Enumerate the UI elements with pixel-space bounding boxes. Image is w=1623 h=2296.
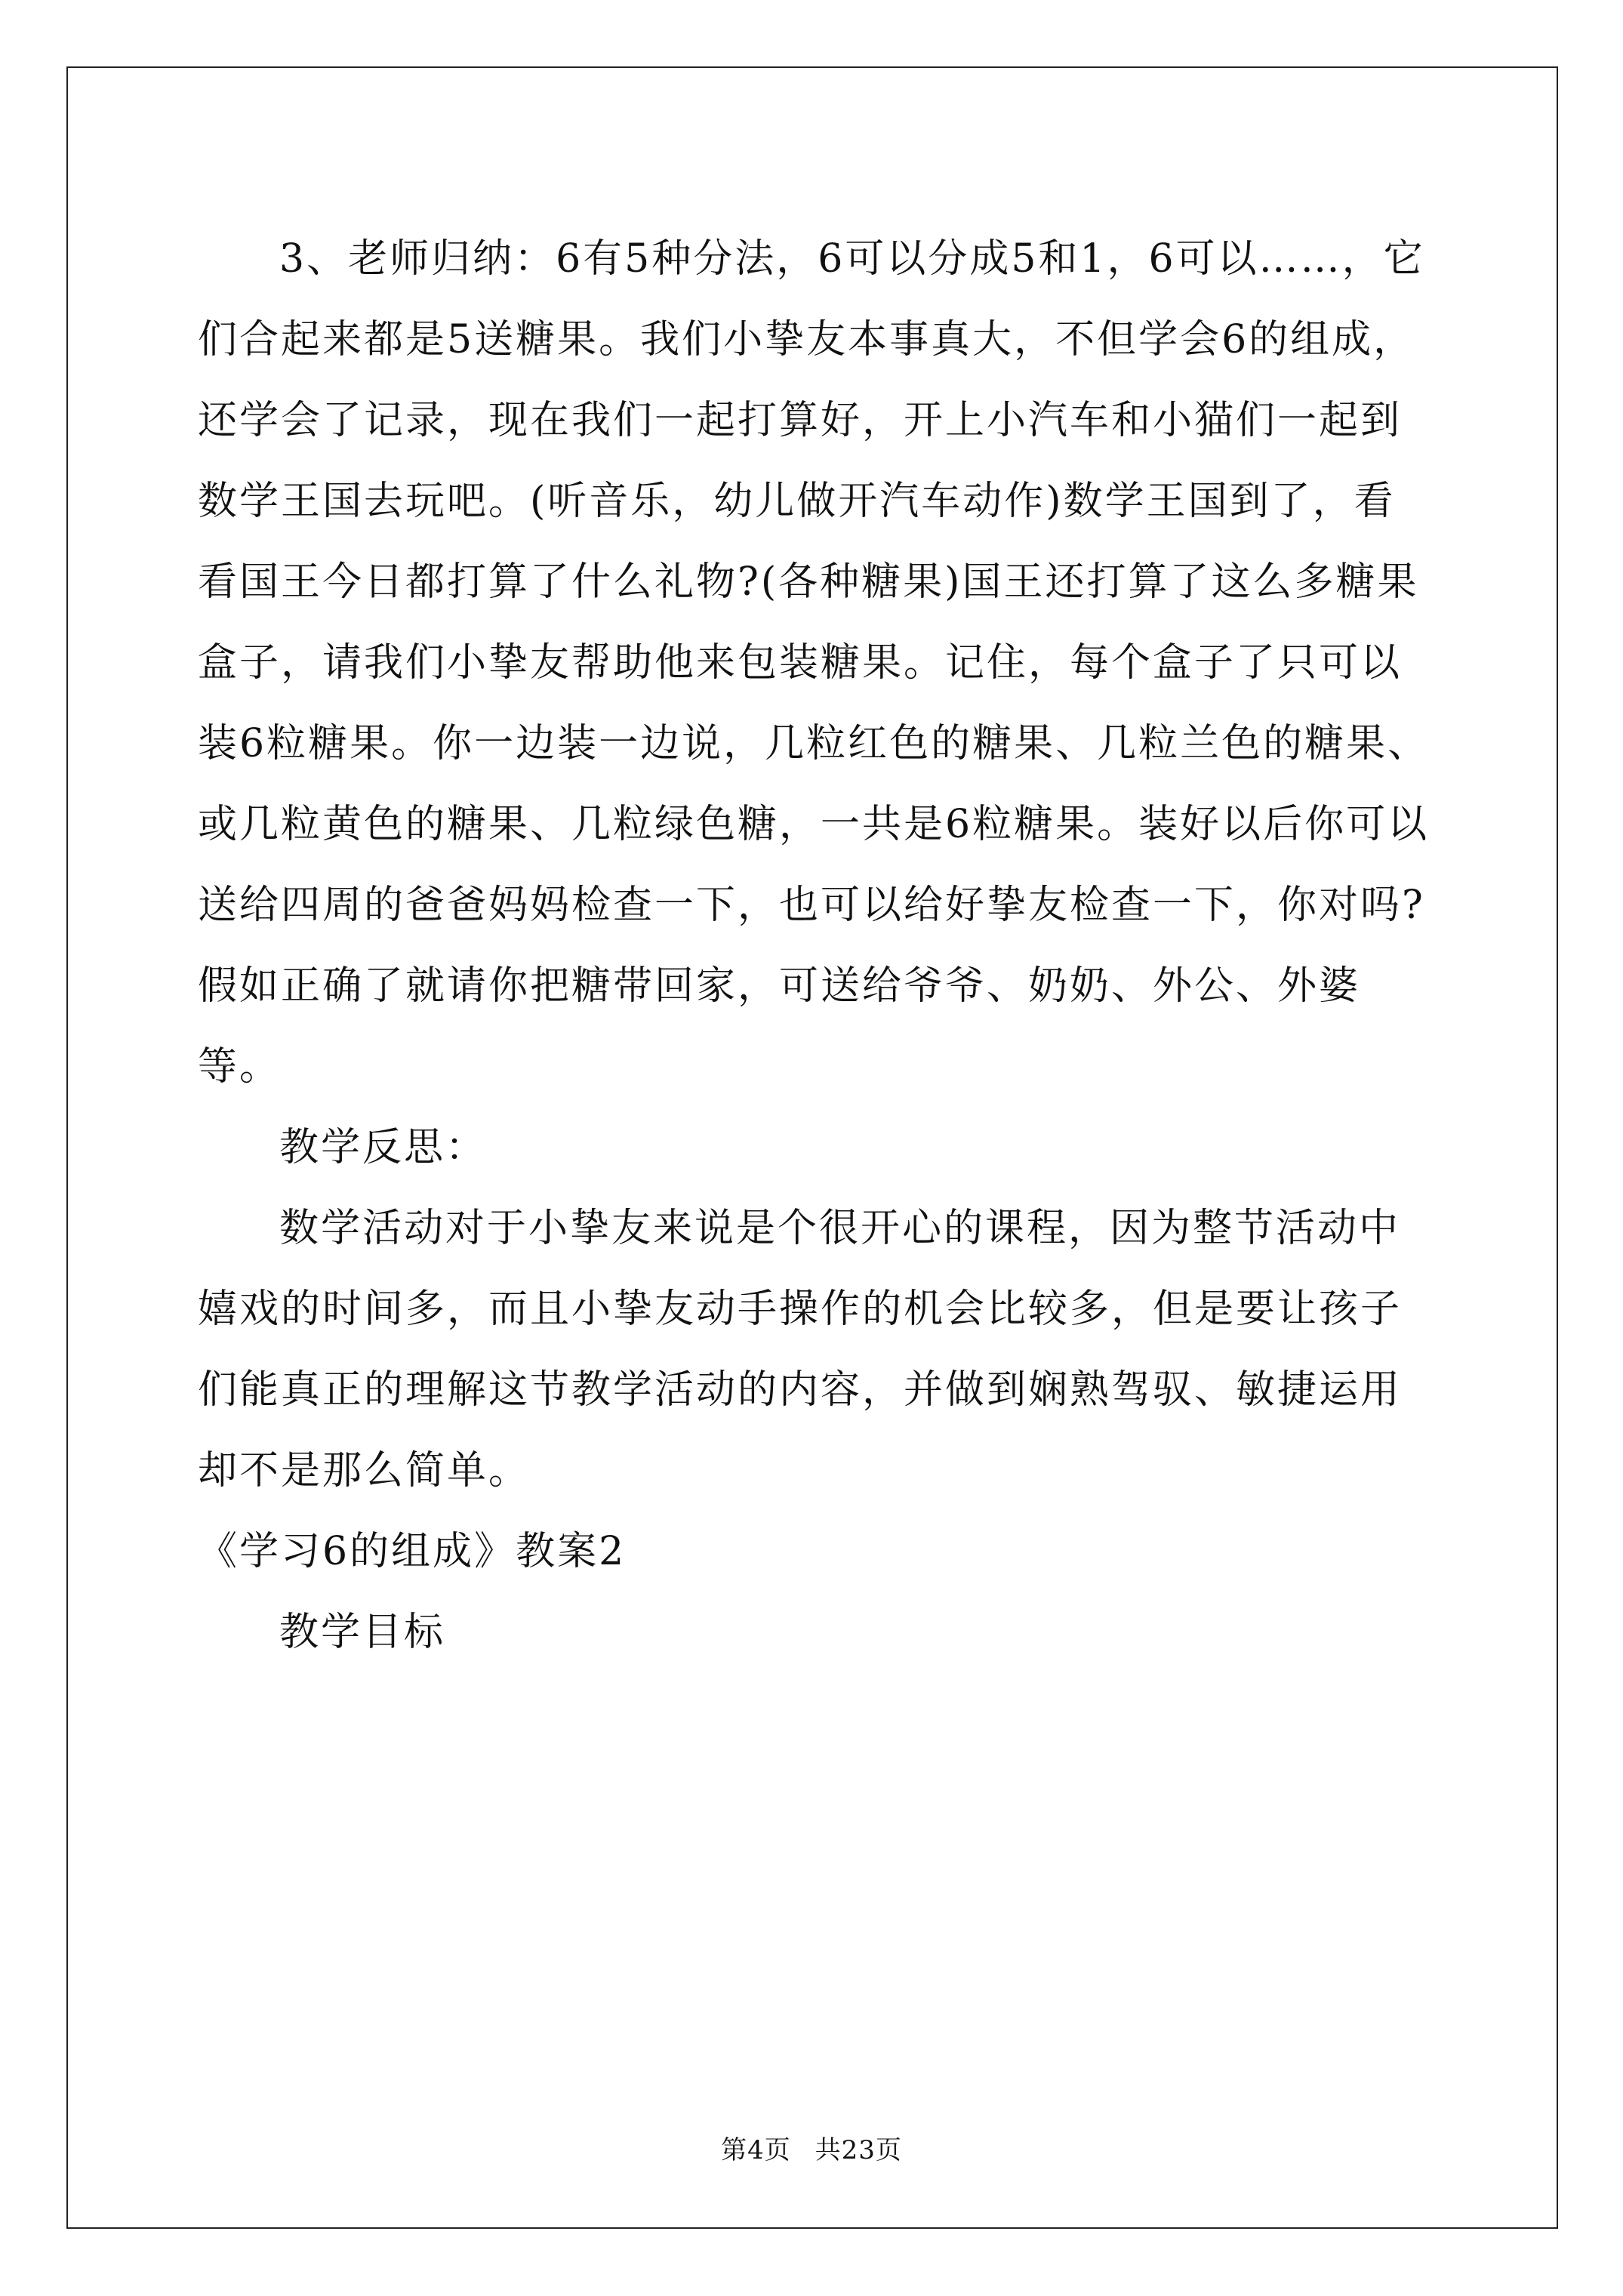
page-total: 共23页 <box>815 2135 902 2165</box>
subheading-objectives: 教学目标 <box>279 1610 446 1655</box>
paragraph-reflection-heading: 教学反思： <box>279 1125 488 1170</box>
paragraph-reflection: 数学活动对于小挚友来说是个很开心的课程，因为整节活动中嬉戏的时间多，而且小挚友动手操作的机会比较多，但是要让孩子们能真正的理解这节教学活动的内容，并做到娴熟驾驭、敏捷运用却不是那么简单。 <box>198 1206 1403 1493</box>
page-number: 第4页 <box>721 2135 791 2165</box>
document-body <box>198 219 1436 1673</box>
page-footer <box>0 2129 1623 2166</box>
section-title: 《学习6的组成》教案2 <box>198 1529 627 1574</box>
paragraph-activity: 3、老师归纳：6有5种分法，6可以分成5和1，6可以……，它们合起来都是5送糖果。我们小挚友本事真大，不但学会6的组成，还学会了记录，现在我们一起打算好，开上小汽车和小猫们一起到数学王国去玩吧。(听音乐，幼儿做开汽车动作)数学王国到了，看看国王今日都打算了什么礼物?(各种糖果)国王还打算了这么多糖果盒子，请我们小挚友帮助他来包装糖果。记住，每个盒子了只可以装6粒糖果。你一边装一边说，几粒红色的糖果、几粒兰色的糖果、或几粒黄色的糖果、几粒绿色糖，一共是6粒糖果。装好以后你可以送给四周的爸爸妈妈检查一下，也可以给好挚友检查一下，你对吗?假如正确了就请你把糖带回家，可送给爷爷、奶奶、外公、外婆等。 <box>198 236 1430 1089</box>
